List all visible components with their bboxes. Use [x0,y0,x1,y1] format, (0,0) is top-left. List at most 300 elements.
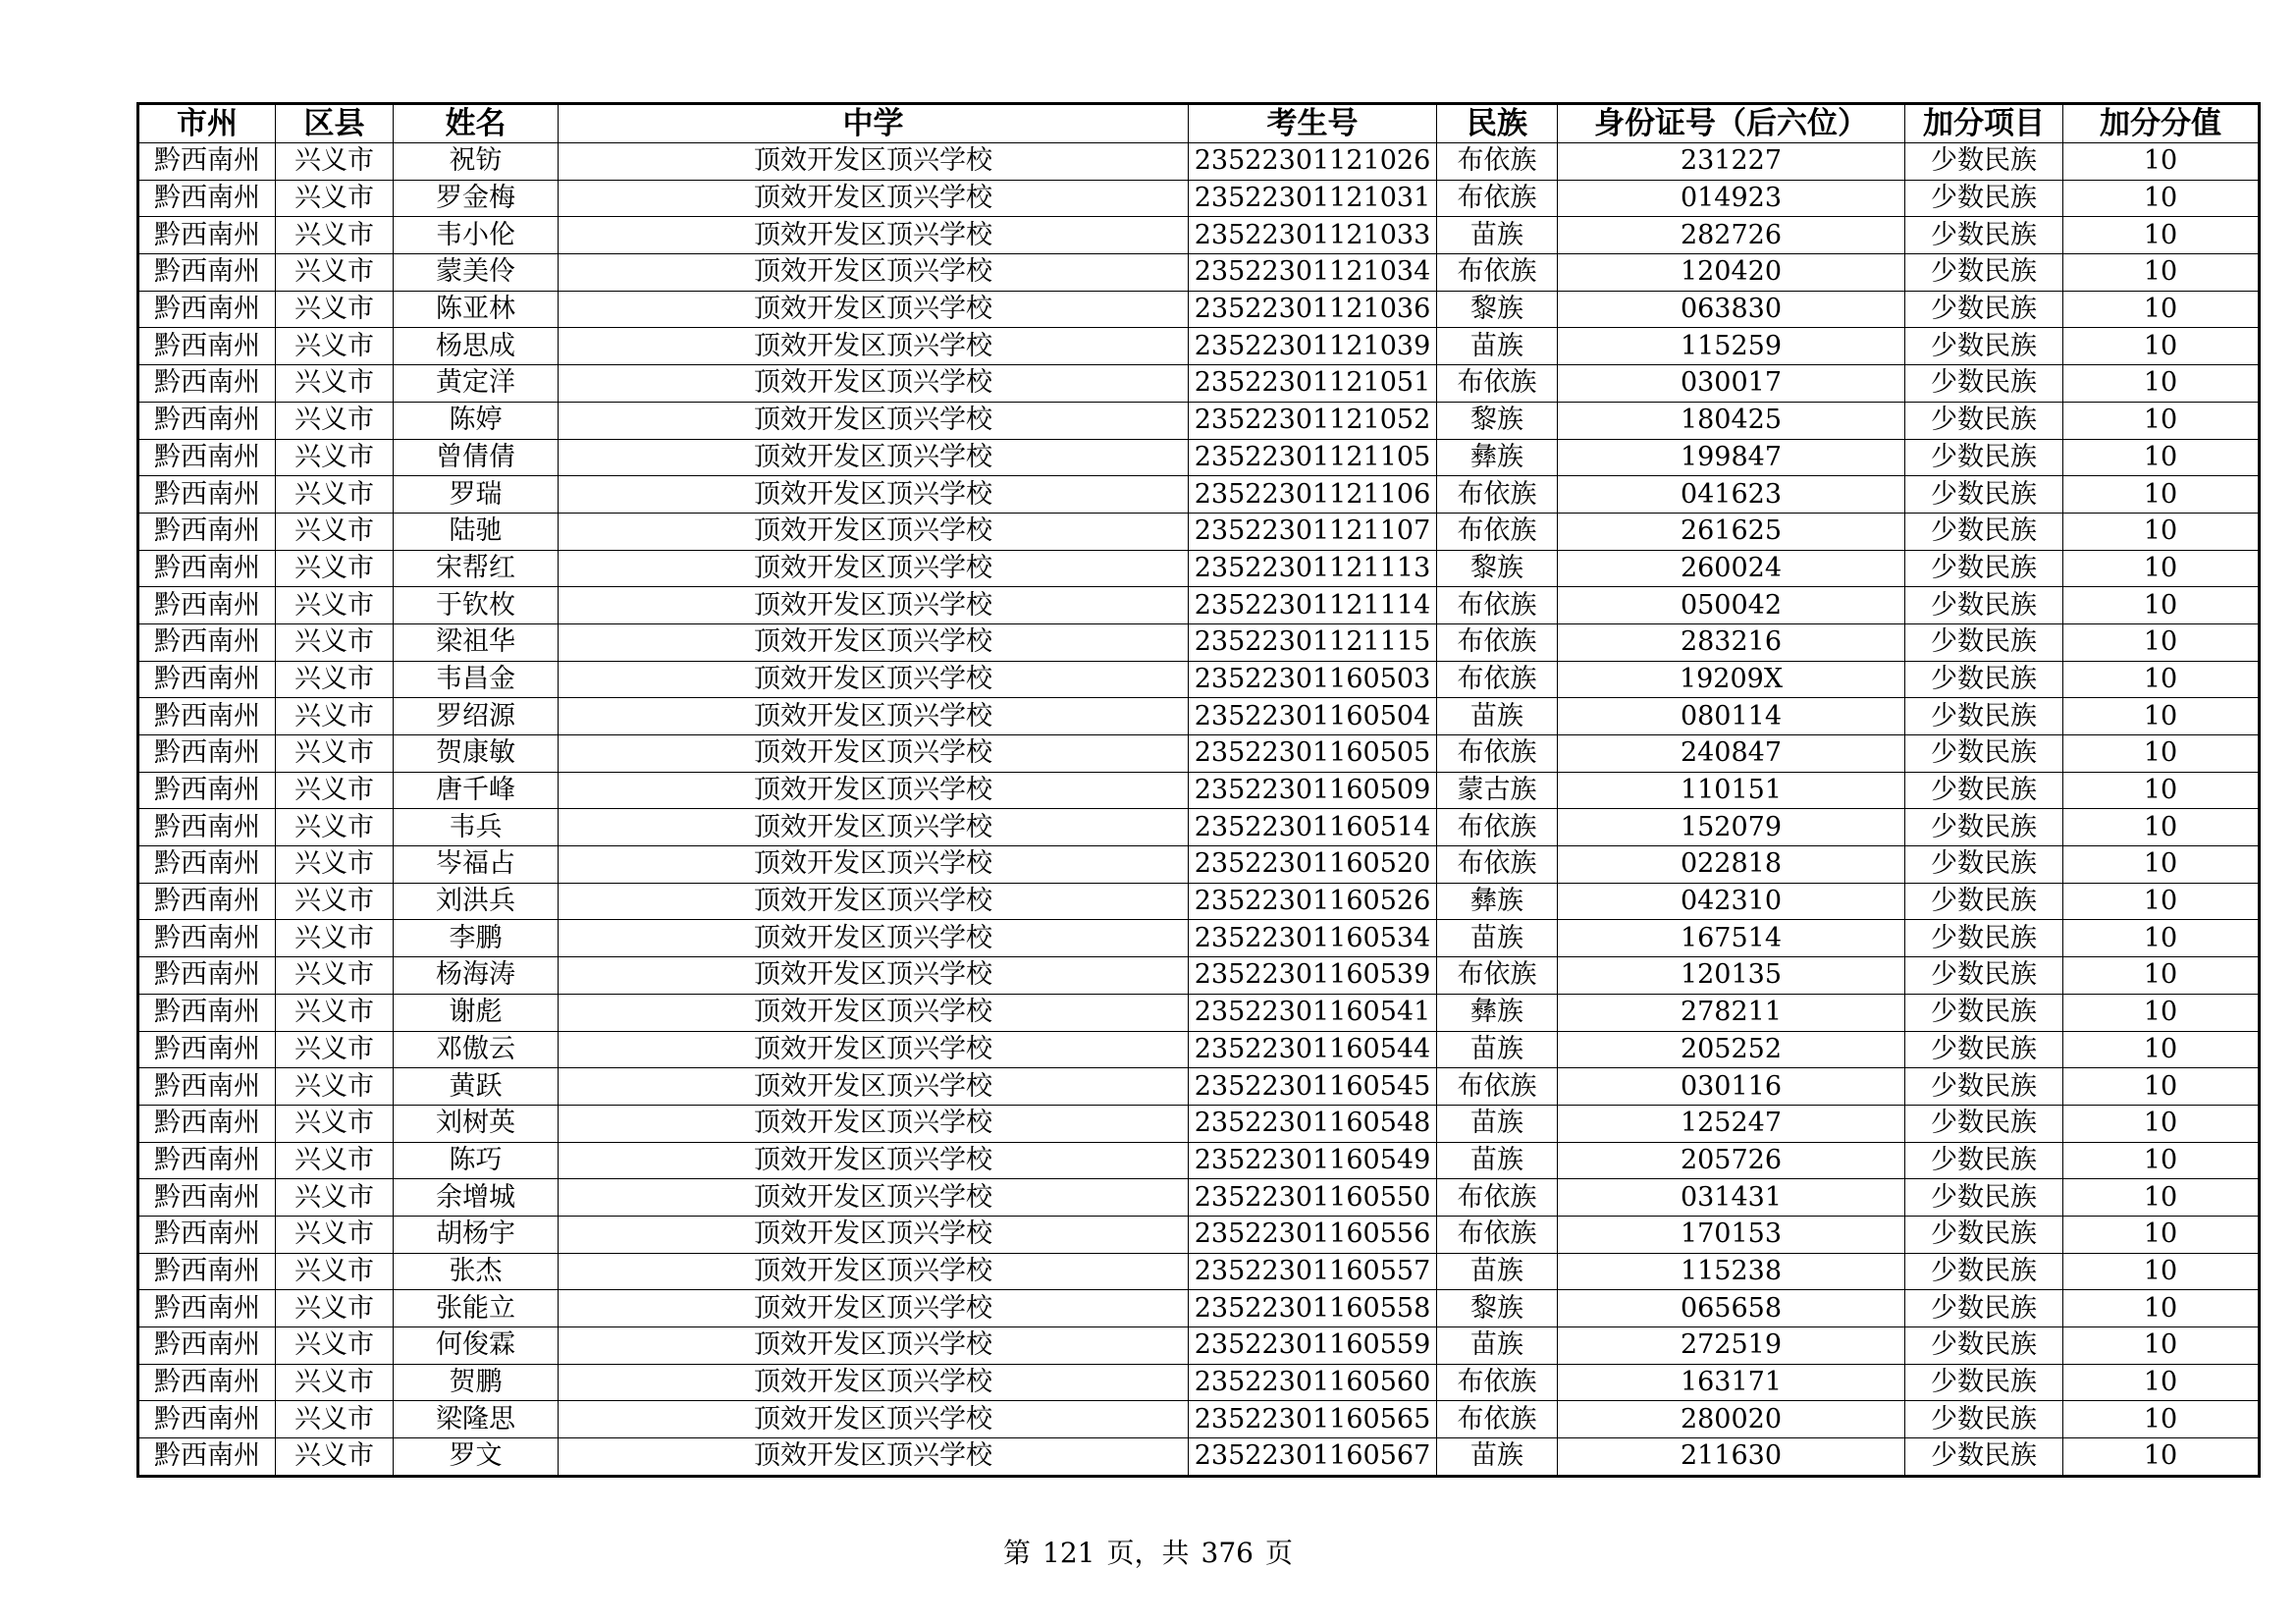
cell-city: 黔西南州 [138,920,276,957]
table-row [138,328,2260,365]
cell-name: 杨思成 [394,328,559,365]
cell-school: 顶效开发区顶兴学校 [559,1438,1189,1477]
cell-name: 贺康敏 [394,735,559,773]
cell-city: 黔西南州 [138,587,276,624]
cell-bonus-points: 10 [2063,1179,2260,1217]
table-row [138,1290,2260,1327]
cell-county: 兴义市 [276,772,394,809]
cell-city: 黔西南州 [138,1068,276,1106]
cell-exam-number: 23522301160534 [1189,920,1437,957]
cell-exam-number: 23522301160545 [1189,1068,1437,1106]
cell-bonus-points: 10 [2063,698,2260,735]
cell-county: 兴义市 [276,513,394,550]
cell-school: 顶效开发区顶兴学校 [559,957,1189,995]
cell-id-last-six: 211630 [1558,1438,1905,1477]
cell-city: 黔西南州 [138,1401,276,1438]
cell-county: 兴义市 [276,994,394,1031]
cell-name: 余增城 [394,1179,559,1217]
table-row [138,550,2260,587]
cell-bonus-item: 少数民族 [1905,1142,2063,1179]
cell-bonus-item: 少数民族 [1905,1105,2063,1142]
cell-exam-number: 23522301121033 [1189,217,1437,254]
cell-city: 黔西南州 [138,476,276,514]
cell-school: 顶效开发区顶兴学校 [559,365,1189,403]
cell-bonus-item: 少数民族 [1905,1290,2063,1327]
cell-bonus-points: 10 [2063,1105,2260,1142]
cell-city: 黔西南州 [138,735,276,773]
cell-county: 兴义市 [276,254,394,292]
cell-id-last-six: 260024 [1558,550,1905,587]
cell-exam-number: 23522301160558 [1189,1290,1437,1327]
cell-bonus-item: 少数民族 [1905,365,2063,403]
table-row [138,1105,2260,1142]
cell-city: 黔西南州 [138,1105,276,1142]
cell-name: 胡杨宇 [394,1216,559,1253]
cell-city: 黔西南州 [138,365,276,403]
table-row [138,1438,2260,1477]
cell-county: 兴义市 [276,735,394,773]
cell-city: 黔西南州 [138,809,276,846]
table-row [138,291,2260,328]
cell-exam-number: 23522301121114 [1189,587,1437,624]
cell-county: 兴义市 [276,439,394,476]
cell-city: 黔西南州 [138,513,276,550]
table-row [138,1068,2260,1106]
cell-county: 兴义市 [276,1253,394,1290]
cell-name: 于钦枚 [394,587,559,624]
cell-name: 邓傲云 [394,1031,559,1068]
cell-school: 顶效开发区顶兴学校 [559,661,1189,698]
table-row [138,846,2260,884]
cell-city: 黔西南州 [138,1253,276,1290]
cell-ethnicity: 黎族 [1437,291,1558,328]
cell-school: 顶效开发区顶兴学校 [559,1290,1189,1327]
cell-ethnicity: 苗族 [1437,698,1558,735]
cell-ethnicity: 布依族 [1437,513,1558,550]
cell-city: 黔西南州 [138,957,276,995]
cell-id-last-six: 115238 [1558,1253,1905,1290]
cell-exam-number: 23522301160550 [1189,1179,1437,1217]
cell-bonus-item: 少数民族 [1905,513,2063,550]
cell-ethnicity: 苗族 [1437,328,1558,365]
header-id-last-six: 身份证号（后六位） [1558,104,1905,143]
cell-bonus-points: 10 [2063,513,2260,550]
cell-school: 顶效开发区顶兴学校 [559,846,1189,884]
cell-school: 顶效开发区顶兴学校 [559,1327,1189,1365]
cell-city: 黔西南州 [138,883,276,920]
cell-ethnicity: 黎族 [1437,402,1558,439]
cell-name: 黄跃 [394,1068,559,1106]
table-row [138,661,2260,698]
cell-ethnicity: 布依族 [1437,661,1558,698]
cell-school: 顶效开发区顶兴学校 [559,698,1189,735]
cell-ethnicity: 苗族 [1437,920,1558,957]
cell-city: 黔西南州 [138,1364,276,1401]
table-row [138,735,2260,773]
cell-county: 兴义市 [276,1401,394,1438]
cell-exam-number: 23522301121115 [1189,623,1437,661]
cell-bonus-item: 少数民族 [1905,1031,2063,1068]
cell-name: 张能立 [394,1290,559,1327]
table-row [138,623,2260,661]
cell-county: 兴义市 [276,1216,394,1253]
cell-school: 顶效开发区顶兴学校 [559,143,1189,181]
cell-exam-number: 23522301121039 [1189,328,1437,365]
cell-exam-number: 23522301160520 [1189,846,1437,884]
cell-ethnicity: 布依族 [1437,365,1558,403]
header-county: 区县 [276,104,394,143]
cell-name: 曾倩倩 [394,439,559,476]
cell-ethnicity: 苗族 [1437,1438,1558,1477]
table-row [138,1179,2260,1217]
cell-county: 兴义市 [276,143,394,181]
cell-id-last-six: 065658 [1558,1290,1905,1327]
cell-school: 顶效开发区顶兴学校 [559,217,1189,254]
cell-city: 黔西南州 [138,661,276,698]
cell-id-last-six: 272519 [1558,1327,1905,1365]
cell-bonus-points: 10 [2063,1253,2260,1290]
cell-bonus-item: 少数民族 [1905,920,2063,957]
cell-name: 岑福占 [394,846,559,884]
page-footer [0,1532,2296,1571]
cell-ethnicity: 苗族 [1437,1031,1558,1068]
cell-exam-number: 23522301121026 [1189,143,1437,181]
cell-name: 祝钫 [394,143,559,181]
cell-county: 兴义市 [276,291,394,328]
cell-exam-number: 23522301121051 [1189,365,1437,403]
cell-id-last-six: 041623 [1558,476,1905,514]
cell-bonus-item: 少数民族 [1905,1438,2063,1477]
cell-bonus-item: 少数民族 [1905,217,2063,254]
cell-county: 兴义市 [276,550,394,587]
cell-bonus-points: 10 [2063,254,2260,292]
cell-bonus-item: 少数民族 [1905,1401,2063,1438]
table-row [138,1327,2260,1365]
cell-exam-number: 23522301121034 [1189,254,1437,292]
cell-county: 兴义市 [276,1179,394,1217]
header-city: 市州 [138,104,276,143]
cell-id-last-six: 125247 [1558,1105,1905,1142]
cell-city: 黔西南州 [138,1290,276,1327]
cell-exam-number: 23522301121113 [1189,550,1437,587]
cell-bonus-points: 10 [2063,1290,2260,1327]
cell-id-last-six: 042310 [1558,883,1905,920]
cell-bonus-points: 10 [2063,1142,2260,1179]
cell-city: 黔西南州 [138,291,276,328]
cell-school: 顶效开发区顶兴学校 [559,1142,1189,1179]
cell-id-last-six: 167514 [1558,920,1905,957]
table-row [138,1364,2260,1401]
cell-name: 韦兵 [394,809,559,846]
cell-bonus-item: 少数民族 [1905,402,2063,439]
cell-city: 黔西南州 [138,772,276,809]
cell-name: 杨海涛 [394,957,559,995]
cell-county: 兴义市 [276,1364,394,1401]
cell-name: 唐千峰 [394,772,559,809]
cell-exam-number: 23522301160556 [1189,1216,1437,1253]
table-row [138,217,2260,254]
cell-bonus-item: 少数民族 [1905,735,2063,773]
cell-ethnicity: 苗族 [1437,1327,1558,1365]
cell-bonus-points: 10 [2063,1068,2260,1106]
cell-school: 顶效开发区顶兴学校 [559,1031,1189,1068]
cell-bonus-item: 少数民族 [1905,1216,2063,1253]
cell-id-last-six: 170153 [1558,1216,1905,1253]
cell-id-last-six: 030116 [1558,1068,1905,1106]
cell-name: 黄定洋 [394,365,559,403]
cell-county: 兴义市 [276,1438,394,1477]
cell-bonus-item: 少数民族 [1905,994,2063,1031]
cell-name: 韦小伦 [394,217,559,254]
table-row [138,957,2260,995]
cell-exam-number: 23522301121052 [1189,402,1437,439]
cell-city: 黔西南州 [138,698,276,735]
cell-county: 兴义市 [276,217,394,254]
cell-name: 韦昌金 [394,661,559,698]
cell-exam-number: 23522301160526 [1189,883,1437,920]
cell-city: 黔西南州 [138,402,276,439]
cell-school: 顶效开发区顶兴学校 [559,1105,1189,1142]
cell-ethnicity: 苗族 [1437,217,1558,254]
cell-county: 兴义市 [276,587,394,624]
cell-id-last-six: 120420 [1558,254,1905,292]
cell-school: 顶效开发区顶兴学校 [559,291,1189,328]
cell-exam-number: 23522301121031 [1189,180,1437,217]
table-row [138,920,2260,957]
table-row [138,772,2260,809]
cell-bonus-points: 10 [2063,1031,2260,1068]
cell-bonus-item: 少数民族 [1905,957,2063,995]
cell-county: 兴义市 [276,476,394,514]
cell-bonus-item: 少数民族 [1905,1364,2063,1401]
cell-city: 黔西南州 [138,1438,276,1477]
cell-id-last-six: 063830 [1558,291,1905,328]
cell-school: 顶效开发区顶兴学校 [559,772,1189,809]
cell-bonus-points: 10 [2063,623,2260,661]
header-bonus-item: 加分项目 [1905,104,2063,143]
cell-bonus-item: 少数民族 [1905,439,2063,476]
cell-id-last-six: 115259 [1558,328,1905,365]
cell-county: 兴义市 [276,846,394,884]
cell-city: 黔西南州 [138,550,276,587]
cell-ethnicity: 黎族 [1437,1290,1558,1327]
cell-ethnicity: 布依族 [1437,1179,1558,1217]
cell-exam-number: 23522301160504 [1189,698,1437,735]
cell-id-last-six: 152079 [1558,809,1905,846]
cell-ethnicity: 布依族 [1437,254,1558,292]
cell-school: 顶效开发区顶兴学校 [559,1216,1189,1253]
cell-id-last-six: 022818 [1558,846,1905,884]
cell-school: 顶效开发区顶兴学校 [559,402,1189,439]
cell-county: 兴义市 [276,698,394,735]
cell-bonus-points: 10 [2063,920,2260,957]
footer-page-number: 121 [1042,1537,1095,1569]
header-bonus-points: 加分分值 [2063,104,2260,143]
cell-bonus-points: 10 [2063,402,2260,439]
table-row [138,143,2260,181]
cell-ethnicity: 彝族 [1437,439,1558,476]
cell-id-last-six: 231227 [1558,143,1905,181]
table-row [138,883,2260,920]
table-header-row [138,104,2260,143]
cell-bonus-item: 少数民族 [1905,476,2063,514]
cell-school: 顶效开发区顶兴学校 [559,994,1189,1031]
cell-exam-number: 23522301160567 [1189,1438,1437,1477]
cell-school: 顶效开发区顶兴学校 [559,1364,1189,1401]
cell-id-last-six: 205252 [1558,1031,1905,1068]
cell-bonus-points: 10 [2063,1216,2260,1253]
table-row [138,587,2260,624]
cell-city: 黔西南州 [138,328,276,365]
cell-bonus-points: 10 [2063,550,2260,587]
cell-id-last-six: 031431 [1558,1179,1905,1217]
cell-exam-number: 23522301160559 [1189,1327,1437,1365]
cell-bonus-points: 10 [2063,994,2260,1031]
cell-bonus-points: 10 [2063,476,2260,514]
cell-county: 兴义市 [276,809,394,846]
cell-ethnicity: 布依族 [1437,623,1558,661]
cell-ethnicity: 布依族 [1437,143,1558,181]
cell-city: 黔西南州 [138,1327,276,1365]
cell-exam-number: 23522301121106 [1189,476,1437,514]
cell-bonus-item: 少数民族 [1905,883,2063,920]
cell-exam-number: 23522301160503 [1189,661,1437,698]
cell-name: 罗瑞 [394,476,559,514]
cell-bonus-points: 10 [2063,809,2260,846]
cell-name: 陈婷 [394,402,559,439]
cell-bonus-item: 少数民族 [1905,328,2063,365]
cell-exam-number: 23522301160557 [1189,1253,1437,1290]
cell-name: 蒙美伶 [394,254,559,292]
cell-ethnicity: 彝族 [1437,994,1558,1031]
cell-school: 顶效开发区顶兴学校 [559,439,1189,476]
cell-exam-number: 23522301160548 [1189,1105,1437,1142]
cell-id-last-six: 110151 [1558,772,1905,809]
header-name: 姓名 [394,104,559,143]
cell-city: 黔西南州 [138,439,276,476]
cell-county: 兴义市 [276,1327,394,1365]
header-ethnicity: 民族 [1437,104,1558,143]
cell-ethnicity: 布依族 [1437,1216,1558,1253]
cell-name: 罗金梅 [394,180,559,217]
cell-city: 黔西南州 [138,143,276,181]
cell-bonus-points: 10 [2063,735,2260,773]
cell-bonus-item: 少数民族 [1905,550,2063,587]
cell-county: 兴义市 [276,920,394,957]
cell-school: 顶效开发区顶兴学校 [559,920,1189,957]
cell-bonus-item: 少数民族 [1905,1327,2063,1365]
cell-exam-number: 23522301160541 [1189,994,1437,1031]
cell-ethnicity: 布依族 [1437,809,1558,846]
cell-school: 顶效开发区顶兴学校 [559,1401,1189,1438]
cell-name: 陆驰 [394,513,559,550]
cell-ethnicity: 布依族 [1437,1364,1558,1401]
cell-exam-number: 23522301121036 [1189,291,1437,328]
cell-id-last-six: 278211 [1558,994,1905,1031]
table-row [138,994,2260,1031]
cell-ethnicity: 布依族 [1437,587,1558,624]
cell-id-last-six: 030017 [1558,365,1905,403]
cell-id-last-six: 199847 [1558,439,1905,476]
cell-id-last-six: 261625 [1558,513,1905,550]
cell-bonus-points: 10 [2063,1327,2260,1365]
cell-county: 兴义市 [276,328,394,365]
cell-bonus-item: 少数民族 [1905,772,2063,809]
cell-ethnicity: 布依族 [1437,476,1558,514]
cell-bonus-points: 10 [2063,1401,2260,1438]
cell-school: 顶效开发区顶兴学校 [559,254,1189,292]
cell-bonus-points: 10 [2063,883,2260,920]
score-bonus-table-container [136,102,2258,1478]
table-row [138,1216,2260,1253]
cell-county: 兴义市 [276,180,394,217]
cell-exam-number: 23522301160565 [1189,1401,1437,1438]
cell-name: 李鹏 [394,920,559,957]
cell-ethnicity: 苗族 [1437,1105,1558,1142]
cell-name: 刘树英 [394,1105,559,1142]
cell-ethnicity: 彝族 [1437,883,1558,920]
cell-bonus-points: 10 [2063,957,2260,995]
cell-school: 顶效开发区顶兴学校 [559,1253,1189,1290]
cell-ethnicity: 布依族 [1437,1068,1558,1106]
cell-bonus-points: 10 [2063,846,2260,884]
cell-ethnicity: 布依族 [1437,1401,1558,1438]
cell-bonus-item: 少数民族 [1905,661,2063,698]
cell-name: 陈亚林 [394,291,559,328]
cell-bonus-points: 10 [2063,365,2260,403]
cell-id-last-six: 014923 [1558,180,1905,217]
cell-bonus-item: 少数民族 [1905,846,2063,884]
cell-bonus-points: 10 [2063,180,2260,217]
table-row [138,476,2260,514]
footer-prefix: 第 [1003,1537,1032,1569]
table-row [138,254,2260,292]
cell-ethnicity: 苗族 [1437,1253,1558,1290]
cell-city: 黔西南州 [138,994,276,1031]
cell-school: 顶效开发区顶兴学校 [559,809,1189,846]
cell-bonus-item: 少数民族 [1905,698,2063,735]
cell-city: 黔西南州 [138,1216,276,1253]
cell-name: 宋帮红 [394,550,559,587]
cell-id-last-six: 163171 [1558,1364,1905,1401]
cell-bonus-points: 10 [2063,1438,2260,1477]
cell-exam-number: 23522301121105 [1189,439,1437,476]
cell-bonus-item: 少数民族 [1905,623,2063,661]
table-row [138,1401,2260,1438]
footer-suffix: 页 [1264,1537,1293,1569]
cell-school: 顶效开发区顶兴学校 [559,513,1189,550]
table-row [138,1253,2260,1290]
table-row [138,402,2260,439]
cell-bonus-item: 少数民族 [1905,1068,2063,1106]
cell-exam-number: 23522301160505 [1189,735,1437,773]
cell-city: 黔西南州 [138,180,276,217]
table-row [138,180,2260,217]
table-row [138,365,2260,403]
cell-name: 张杰 [394,1253,559,1290]
cell-city: 黔西南州 [138,217,276,254]
cell-bonus-item: 少数民族 [1905,254,2063,292]
cell-city: 黔西南州 [138,846,276,884]
cell-school: 顶效开发区顶兴学校 [559,735,1189,773]
cell-id-last-six: 19209X [1558,661,1905,698]
cell-id-last-six: 050042 [1558,587,1905,624]
cell-county: 兴义市 [276,402,394,439]
cell-bonus-item: 少数民族 [1905,1253,2063,1290]
cell-school: 顶效开发区顶兴学校 [559,180,1189,217]
cell-id-last-six: 240847 [1558,735,1905,773]
cell-exam-number: 23522301160549 [1189,1142,1437,1179]
